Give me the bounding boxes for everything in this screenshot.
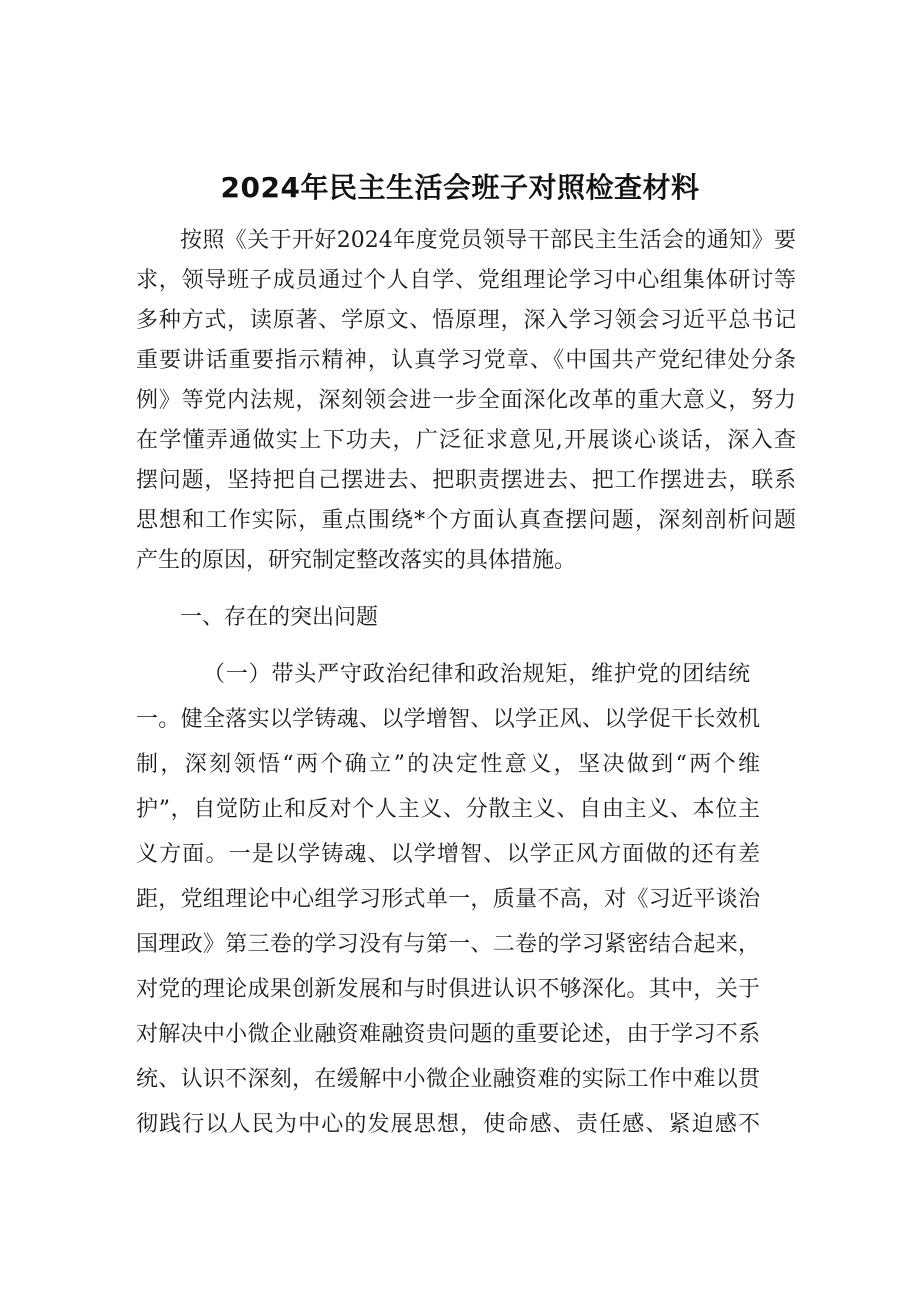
intro-line: 按照《关于开好2024年度党员领导干部民主生活会的通知》要: [180, 228, 796, 253]
subsection-line: 护”，自觉防止和反对个人主义、分散主义、自由主义、本位主: [136, 797, 760, 822]
subsection-line: 距，党组理论中心组学习形式单一，质量不高，对《习近平谈治: [136, 887, 760, 912]
subsection-line: 对解决中小微企业融资难融资贵问题的重要论述，由于学习不系: [136, 1022, 760, 1047]
subsection-line: （一）带头严守政治纪律和政治规矩，维护党的团结统: [203, 662, 750, 687]
intro-line: 例》等党内法规，深刻领会进一步全面深化改革的重大意义，努力: [136, 388, 796, 413]
subsection-line: 义方面。一是以学铸魂、以学增智、以学正风方面做的还有差: [136, 842, 760, 867]
intro-line: 思想和工作实际，重点围绕*个方面认真查摆问题，深刻剖析问题: [136, 508, 796, 533]
intro-line: 在学懂弄通做实上下功夫，广泛征求意见,开展谈心谈话，深入查: [136, 428, 796, 453]
document-title: 2024年民主生活会班子对照检查材料: [220, 171, 700, 204]
section-heading: 一、存在的突出问题: [180, 605, 379, 630]
subsection-line: 对党的理论成果创新发展和与时俱进认识不够深化。其中，关于: [136, 977, 760, 1002]
intro-line: 摆问题，坚持把自己摆进去、把职责摆进去、把工作摆进去，联系: [136, 468, 796, 493]
subsection-line: 制，深刻领悟“两个确立”的决定性意义，坚决做到“两个维: [136, 752, 760, 777]
subsection-line: 彻践行以人民为中心的发展思想，使命感、责任感、紧迫感不: [136, 1112, 760, 1137]
intro-line: 多种方式，读原著、学原文、悟原理，深入学习领会习近平总书记: [136, 308, 796, 333]
intro-line: 产生的原因，研究制定整改落实的具体措施。: [136, 548, 577, 573]
subsection-line: 一。健全落实以学铸魂、以学增智、以学正风、以学促干长效机: [136, 707, 760, 732]
intro-line: 求，领导班子成员通过个人自学、党组理论学习中心组集体研讨等: [136, 268, 796, 293]
subsection-line: 国理政》第三卷的学习没有与第一、二卷的学习紧密结合起来，: [136, 932, 760, 957]
subsection-line: 统、认识不深刻，在缓解中小微企业融资难的实际工作中难以贯: [136, 1067, 760, 1092]
intro-line: 重要讲话重要指示精神，认真学习党章、《中国共产党纪律处分条: [136, 348, 796, 373]
